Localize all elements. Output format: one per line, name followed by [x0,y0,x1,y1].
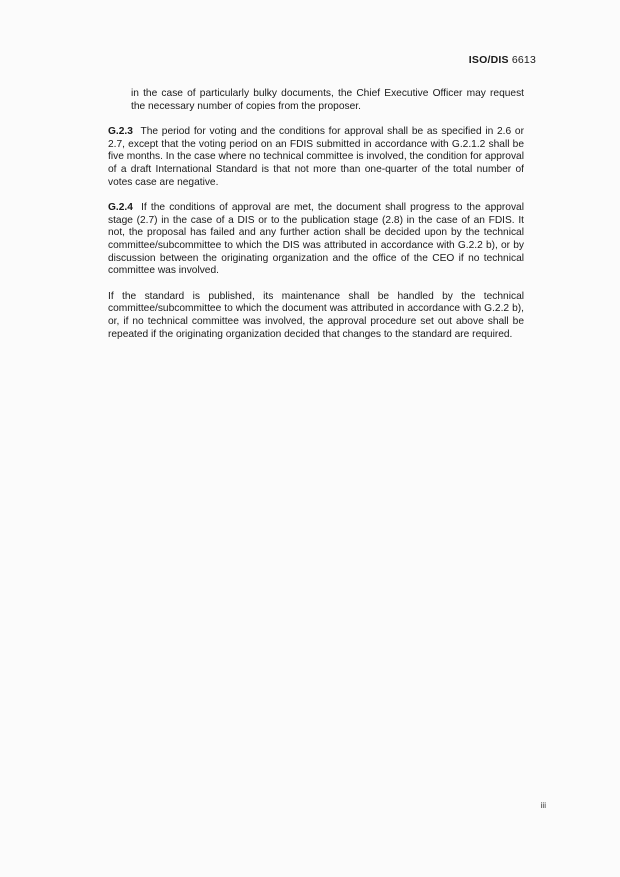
page-number: iii [540,801,546,810]
doc-id: ISO/DIS [468,54,509,66]
document-body [108,88,524,354]
clause-number: G.2.4 [108,202,133,214]
clause-text: If the conditions of approval are met, the document shall progress to the approval stage (2.7) in the case of a DIS or to the publication stage (2.8) in the case of an FDIS. It not, the proposal has failed and any further action shall be decided upon by the technical committee/subcommittee to which the DIS was attributed in accordance with G.2.2 b), or by discussion between the originating organization and the office of the CEO if no technical committee was involved. [108,202,524,277]
clause-number: G.2.3 [108,126,133,138]
clause-g-2-4 [108,202,524,278]
document-header [469,54,536,67]
doc-number: 6613 [511,54,536,66]
clause-g-2-3 [108,126,524,189]
paragraph-maintenance: If the standard is published, its maintenance shall be handled by the technical committee/subcommittee to which the document was attributed in accordance with G.2.2 b), or, if no technical committee was involved, the approval procedure set out above shall be repeated if the originating organization decided that changes to the standard are required. [108,290,524,340]
paragraph-bulky-documents: in the case of particularly bulky documents, the Chief Executive Officer may request the necessary number of copies from the proposer. [131,88,524,112]
clause-text: The period for voting and the conditions for approval shall be as specified in 2.6 or 2.7, except that the voting period on an FDIS submitted in accordance with G.2.1.2 shall be five months. In the case where no technical committee is involved, the condition for approval of a draft International Standard is that not more than one-quarter of the total number of votes case are negative. [108,126,524,188]
